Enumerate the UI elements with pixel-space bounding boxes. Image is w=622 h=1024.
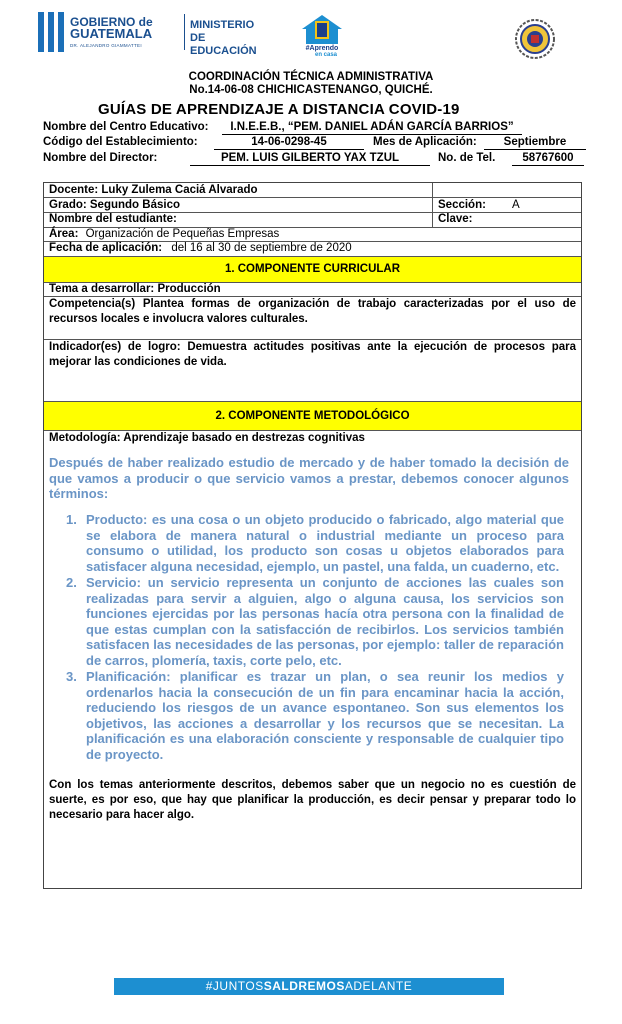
clave: Clave: bbox=[438, 213, 473, 225]
codigo-value: 14-06-0298-45 bbox=[214, 135, 364, 150]
fecha-value: del 16 al 30 de septiembre de 2020 bbox=[171, 242, 352, 254]
gobierno-sub: DR. ALEJANDRO GIAMMATTEI bbox=[70, 43, 142, 48]
mes-label: Mes de Aplicación: bbox=[373, 136, 477, 148]
ministerio-line1: MINISTERIO DE bbox=[190, 19, 255, 44]
indicador: Indicador(es) de logro: Demuestra actitudes positivas ante la ejecución de procesos para mejorar las condiciones de vida. bbox=[49, 341, 576, 368]
logo-divider bbox=[184, 14, 185, 50]
mes-value: Septiembre bbox=[484, 135, 586, 150]
ministerio-line2: EDUCACIÓN bbox=[190, 45, 257, 57]
area-value: Organización de Pequeñas Empresas bbox=[85, 228, 280, 240]
conclusion-paragraph: Con los temas anteriormente descritos, debemos saber que un negocio no es cuestión de suerte, es por eso, que hay que planificar la producción, es decir pensar y preparar todo lo necesario para hacer algo. bbox=[49, 779, 576, 821]
seccion-label: Sección: bbox=[438, 199, 486, 211]
gobierno-line2: GUATEMALA bbox=[70, 26, 153, 41]
area-label: Área: bbox=[49, 228, 79, 240]
list-item: 3. Planificación: planificar es trazar un plan, o sea reunir los medios y ordenarlos hacia la consecución de un fin para encaminar hacia la acción, reduciendo los riesgos de un avance espontaneo. Son sus elementos los objetivos, las acciones a desarrollar y los recursos que se necesitan. La planificación es una elaboración consciente y responsable de cualquier tipo de proyecto. bbox=[66, 669, 564, 762]
componente-curricular-header: 1. COMPONENTE CURRICULAR bbox=[44, 257, 581, 282]
codigo-label: Código del Establecimiento: bbox=[43, 136, 198, 148]
director-label: Nombre del Director: bbox=[43, 152, 158, 164]
list-item: 1. Producto: es una cosa o un objeto producido o fabricado, algo material que se elabora de manera natural o industrial mediante un proceso para consumo o utilidad, los producto son cosas u objetos elaborados para satisfacer alguna necesidad, ejemplo, un pastel, una falda, un cuaderno, etc. bbox=[66, 512, 564, 574]
aprendo-en-casa-logo bbox=[296, 13, 348, 57]
tel-value: 58767600 bbox=[512, 151, 584, 166]
centro-value: I.N.E.E.B., “PEM. DANIEL ADÁN GARCÍA BARRIOS” bbox=[222, 120, 522, 135]
metodologia: Metodología: Aprendizaje basado en destrezas cognitivas bbox=[49, 432, 365, 444]
footer-pre: #JUNTOS bbox=[205, 979, 264, 993]
guatemala-flag-icon bbox=[38, 12, 64, 52]
nombre-estudiante: Nombre del estudiante: bbox=[49, 213, 177, 225]
gobierno-line1: GOBIERNO de bbox=[70, 15, 153, 29]
title-coordinacion: COORDINACIÓN TÉCNICA ADMINISTRATIVA bbox=[188, 71, 434, 83]
competencia: Competencia(s) Plantea formas de organización de trabajo caracterizadas por el uso de recursos locales e involucra valores culturales. bbox=[49, 298, 576, 325]
institution-seal-icon bbox=[514, 18, 556, 60]
title-guias: GUÍAS DE APRENDIZAJE A DISTANCIA COVID-19 bbox=[98, 101, 460, 118]
fecha-label: Fecha de aplicación: bbox=[49, 242, 163, 254]
docente: Docente: Luky Zulema Caciá Alvarado bbox=[49, 184, 258, 196]
footer-banner bbox=[114, 978, 504, 995]
centro-label: Nombre del Centro Educativo: bbox=[43, 121, 209, 133]
footer-bold: SALDREMOS bbox=[263, 979, 345, 993]
director-value: PEM. LUIS GILBERTO YAX TZUL bbox=[190, 151, 430, 166]
seccion-value: A bbox=[512, 199, 520, 211]
gobierno-logo bbox=[38, 10, 257, 57]
guide-table bbox=[43, 182, 582, 889]
title-numero: No.14-06-08 CHICHICASTENANGO, QUICHÉ. bbox=[189, 84, 433, 96]
tema: Tema a desarrollar: Producción bbox=[49, 283, 221, 295]
tel-label: No. de Tel. bbox=[438, 152, 496, 164]
componente-metodologico-header: 2. COMPONENTE METODOLÓGICO bbox=[44, 402, 581, 430]
terms-list bbox=[66, 512, 564, 763]
grado: Grado: Segundo Básico bbox=[49, 199, 180, 211]
footer-post: ADELANTE bbox=[344, 979, 413, 993]
list-item: 2. Servicio: un servicio representa un conjunto de acciones las cuales son realizadas para servir a alguien, algo o alguna causa, los servicios son funciones ejercidas por las personas hacía otra persona con la finalidad de que estas cumplan con la satisfacción de recibirlos. Los servicios también satisfacen las necesidades de las personas, por ejemplo: taller de reparación de carros, plomería, taxis, corte pelo, etc. bbox=[66, 575, 564, 668]
intro-paragraph: Después de haber realizado estudio de mercado y de haber tomado la decisión de que vamos a producir o que servicio vamos a prestar, debemos conocer algunos términos: bbox=[49, 455, 569, 501]
svg-text:en casa: en casa bbox=[314, 52, 338, 57]
svg-text:#Aprendo: #Aprendo bbox=[305, 45, 339, 52]
